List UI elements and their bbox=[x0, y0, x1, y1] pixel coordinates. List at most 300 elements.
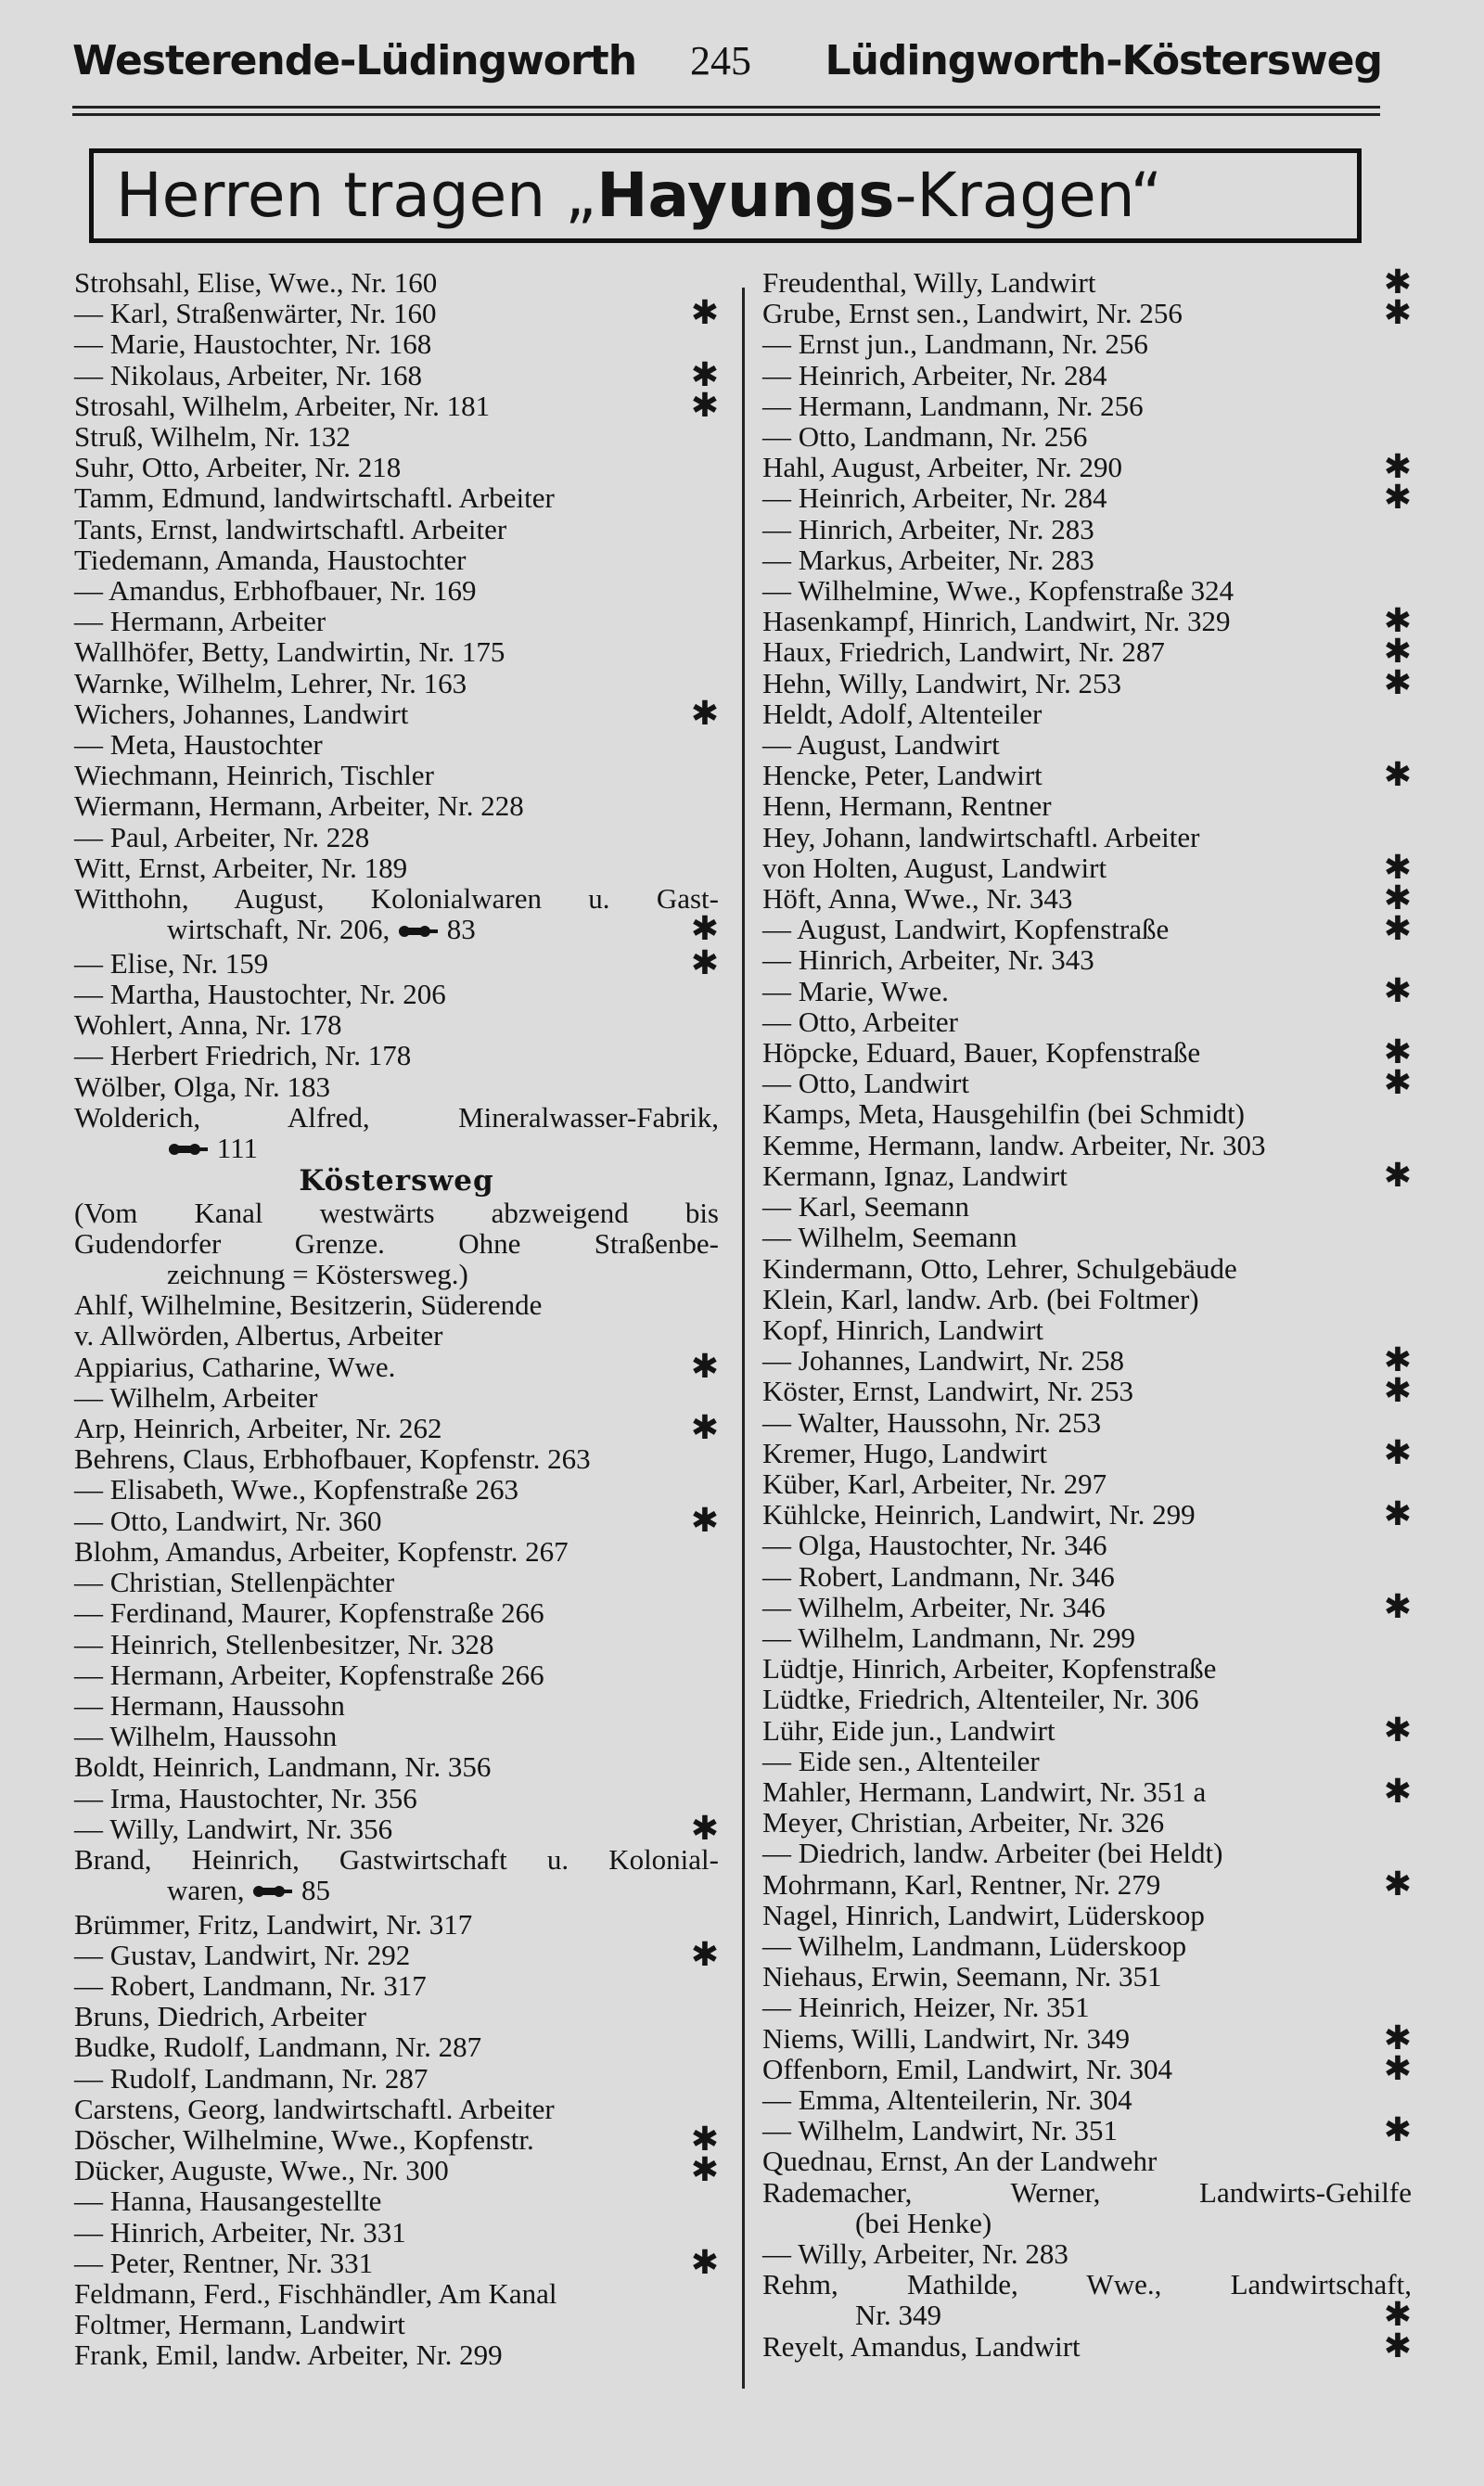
directory-entry bbox=[74, 1935, 719, 1973]
star-marker: ✱ bbox=[1383, 663, 1412, 701]
directory-entry bbox=[762, 575, 1412, 606]
entry-text: — Robert, Landmann, Nr. 346 bbox=[762, 1559, 1115, 1593]
telephone-icon bbox=[251, 1877, 294, 1908]
entry-text: Wohlert, Anna, Nr. 178 bbox=[74, 1008, 342, 1042]
entry-text: — Wilhelm, Haussohn bbox=[74, 1720, 338, 1753]
directory-entry bbox=[762, 1711, 1412, 1749]
entry-text: Arp, Heinrich, Arbeiter, Nr. 262 bbox=[74, 1412, 442, 1445]
telephone-number: 83 bbox=[439, 913, 476, 946]
directory-entry bbox=[74, 1567, 719, 1597]
directory-entry bbox=[762, 1622, 1412, 1653]
directory-entry bbox=[762, 879, 1412, 917]
entry-text: — Eide sen., Altenteiler bbox=[762, 1744, 1040, 1777]
star-marker: ✱ bbox=[1383, 448, 1412, 486]
directory-entry bbox=[762, 1284, 1412, 1314]
entry-text: — Otto, Landwirt bbox=[762, 1067, 969, 1100]
entry-text: Carstens, Georg, landwirtschaftl. Arbeiter bbox=[74, 2092, 555, 2125]
star-marker: ✱ bbox=[1383, 1341, 1412, 1379]
entry-text: Tants, Ernst, landwirtschaftl. Arbeiter bbox=[74, 512, 507, 545]
directory-entry bbox=[74, 822, 719, 852]
directory-entry bbox=[762, 2018, 1412, 2057]
entry-text: Freudenthal, Willy, Landwirt bbox=[762, 266, 1096, 299]
star-marker: ✱ bbox=[1383, 1372, 1412, 1410]
entry-text: — Hermann, Landmann, Nr. 256 bbox=[762, 389, 1144, 422]
directory-entry bbox=[74, 1970, 719, 2001]
entry-text: Budke, Rudolf, Landmann, Nr. 287 bbox=[74, 2031, 482, 2064]
directory-entry bbox=[762, 1098, 1412, 1129]
directory-entry bbox=[762, 1864, 1412, 1903]
entry-text: Rehm, Mathilde, Wwe., Landwirtschaft, bbox=[762, 2268, 1412, 2301]
directory-entry bbox=[762, 848, 1412, 886]
entry-text: Offenborn, Emil, Landwirt, Nr. 304 bbox=[762, 2052, 1172, 2085]
directory-entry bbox=[762, 663, 1412, 701]
directory-entry bbox=[762, 1684, 1412, 1714]
entry-text: Grube, Ernst sen., Landwirt, Nr. 256 bbox=[762, 297, 1183, 330]
directory-entry bbox=[762, 1900, 1412, 1930]
entry-text: Foltmer, Hermann, Landwirt bbox=[74, 2308, 405, 2341]
entry-text: — August, Landwirt, Kopfenstraße bbox=[762, 913, 1170, 946]
entry-text: — Olga, Haustochter, Nr. 346 bbox=[762, 1529, 1107, 1562]
entry-text: Reyelt, Amandus, Landwirt bbox=[762, 2329, 1081, 2363]
entry-text: — Wilhelm, Seemann bbox=[762, 1221, 1017, 1254]
star-marker: ✱ bbox=[1383, 633, 1412, 671]
entry-text: Nagel, Hinrich, Landwirt, Lüderskoop bbox=[762, 1898, 1205, 1931]
entry-text: — Willy, Landwirt, Nr. 356 bbox=[74, 1812, 393, 1845]
entry-text: Höpcke, Eduard, Bauer, Kopfenstraße bbox=[762, 1036, 1201, 1070]
directory-entry bbox=[74, 1783, 719, 1813]
directory-entry bbox=[74, 1501, 719, 1539]
entry-text: — Heinrich, Stellenbesitzer, Nr. 328 bbox=[74, 1627, 494, 1660]
entry-text: Haux, Friedrich, Landwirt, Nr. 287 bbox=[762, 635, 1165, 669]
directory-entry bbox=[762, 1372, 1412, 1410]
directory-entry bbox=[762, 2111, 1412, 2149]
entry-text: — Christian, Stellenpächter bbox=[74, 1566, 395, 1599]
entry-text: Quednau, Ernst, An der Landwehr bbox=[762, 2145, 1158, 2178]
directory-entry bbox=[762, 1191, 1412, 1222]
directory-entry bbox=[74, 1040, 719, 1070]
directory-entry bbox=[762, 971, 1412, 1009]
directory-entry bbox=[74, 2121, 719, 2159]
section-heading-text: Köstersweg bbox=[299, 1164, 494, 1198]
entry-text: — Ferdinand, Maurer, Kopfenstraße 266 bbox=[74, 1596, 544, 1630]
star-marker: ✱ bbox=[1383, 1064, 1412, 1102]
directory-entry bbox=[74, 2278, 719, 2309]
entry-text: Frank, Emil, landw. Arbeiter, Nr. 299 bbox=[74, 2339, 503, 2372]
entry-text: Bruns, Diedrich, Arbeiter bbox=[74, 2000, 367, 2033]
directory-entry bbox=[74, 452, 719, 482]
entry-text: Witt, Ernst, Arbeiter, Nr. 189 bbox=[74, 851, 408, 884]
entry-text: — Heinrich, Arbeiter, Nr. 284 bbox=[762, 481, 1107, 515]
directory-entry bbox=[74, 760, 719, 790]
star-marker: ✱ bbox=[690, 1409, 719, 1447]
directory-entry bbox=[74, 1659, 719, 1690]
directory-entry bbox=[762, 2208, 1412, 2238]
star-marker: ✱ bbox=[690, 386, 719, 424]
entry-text: Suhr, Otto, Arbeiter, Nr. 218 bbox=[74, 451, 402, 484]
directory-entry bbox=[74, 694, 719, 732]
entry-text: — Wilhelmine, Wwe., Kopfenstraße 324 bbox=[762, 574, 1235, 608]
entry-text: Kemme, Hermann, landw. Arbeiter, Nr. 303 bbox=[762, 1128, 1266, 1161]
star-marker: ✱ bbox=[1383, 263, 1412, 301]
header-right-street-range: Lüdingworth-Köstersweg bbox=[825, 37, 1382, 84]
directory-entry bbox=[74, 514, 719, 545]
directory-entry bbox=[74, 668, 719, 698]
directory-entry bbox=[762, 2146, 1412, 2176]
entry-text: — Karl, Seemann bbox=[762, 1190, 969, 1224]
star-marker: ✱ bbox=[690, 1809, 719, 1847]
entry-text: Gudendorfer Grenze. Ohne Straßenbe- bbox=[74, 1226, 719, 1260]
star-marker: ✱ bbox=[690, 1935, 719, 1973]
page-number: 245 bbox=[690, 38, 751, 83]
directory-entry bbox=[74, 1536, 719, 1567]
directory-entry bbox=[762, 822, 1412, 852]
directory-entry bbox=[74, 482, 719, 513]
entry-text: Niehaus, Erwin, Seemann, Nr. 351 bbox=[762, 1960, 1162, 1993]
section-heading bbox=[74, 1166, 719, 1197]
entry-text: — Elisabeth, Wwe., Kopfenstraße 263 bbox=[74, 1473, 518, 1506]
directory-entry bbox=[762, 756, 1412, 794]
directory-entry bbox=[762, 2177, 1412, 2208]
entry-text: Ahlf, Wilhelmine, Besitzerin, Süderende bbox=[74, 1288, 543, 1322]
star-marker: ✱ bbox=[1383, 756, 1412, 794]
directory-entry bbox=[74, 2339, 719, 2370]
entry-text: Brand, Heinrich, Gastwirtschaft u. Kolonial- bbox=[74, 1842, 719, 1876]
star-marker: ✱ bbox=[690, 2243, 719, 2281]
entry-text: — Martha, Haustochter, Nr. 206 bbox=[74, 977, 446, 1010]
page-header bbox=[0, 37, 1484, 93]
directory-entry bbox=[74, 1597, 719, 1628]
directory-entry bbox=[762, 1433, 1412, 1471]
directory-entry bbox=[762, 479, 1412, 517]
entry-text: Nr. 349 bbox=[855, 2299, 941, 2332]
directory-entry bbox=[74, 2031, 719, 2062]
entry-text: — Walter, Haussohn, Nr. 253 bbox=[762, 1405, 1102, 1439]
entry-text: Kühlcke, Heinrich, Landwirt, Nr. 299 bbox=[762, 1498, 1196, 1531]
directory-entry bbox=[74, 1909, 719, 1940]
entry-text: — Willy, Arbeiter, Nr. 283 bbox=[762, 2237, 1068, 2270]
entry-text: Lüdtje, Hinrich, Arbeiter, Kopfenstraße bbox=[762, 1652, 1217, 1685]
star-marker: ✱ bbox=[1383, 2296, 1412, 2334]
directory-entry bbox=[762, 1772, 1412, 1810]
directory-entry bbox=[74, 1751, 719, 1782]
directory-entry bbox=[74, 1382, 719, 1413]
entry-text: — Hinrich, Arbeiter, Nr. 343 bbox=[762, 943, 1094, 977]
entry-text: — Wilhelm, Landwirt, Nr. 351 bbox=[762, 2114, 1119, 2147]
header-rule-top bbox=[72, 106, 1380, 109]
entry-text: — August, Landwirt bbox=[762, 728, 1000, 762]
directory-entry bbox=[762, 1156, 1412, 1194]
directory-entry bbox=[74, 883, 719, 914]
entry-text: Wölber, Olga, Nr. 183 bbox=[74, 1070, 330, 1103]
directory-entry bbox=[762, 1407, 1412, 1438]
star-marker: ✱ bbox=[1383, 1864, 1412, 1903]
entry-text: — Rudolf, Landmann, Nr. 287 bbox=[74, 2061, 429, 2095]
entry-text: Hencke, Peter, Landwirt bbox=[762, 759, 1043, 792]
directory-entry bbox=[762, 602, 1412, 640]
star-marker: ✱ bbox=[1383, 910, 1412, 948]
directory-entry bbox=[74, 910, 719, 948]
star-marker: ✱ bbox=[690, 910, 719, 948]
entry-text: (bei Henke) bbox=[855, 2206, 992, 2239]
directory-entry bbox=[74, 606, 719, 636]
star-marker: ✱ bbox=[1383, 1772, 1412, 1810]
directory-entry bbox=[762, 448, 1412, 486]
star-marker: ✱ bbox=[1383, 848, 1412, 886]
entry-text: Strosahl, Wilhelm, Arbeiter, Nr. 181 bbox=[74, 389, 491, 422]
directory-entry bbox=[74, 2185, 719, 2216]
star-marker: ✱ bbox=[690, 2121, 719, 2159]
entry-text: (Vom Kanal westwärts abzweigend bis bbox=[74, 1196, 719, 1229]
entry-text: — Marie, Wwe. bbox=[762, 974, 949, 1007]
directory-entry bbox=[762, 1222, 1412, 1252]
star-marker: ✱ bbox=[1383, 1033, 1412, 1071]
entry-text: — Heinrich, Heizer, Nr. 351 bbox=[762, 1991, 1090, 2024]
entry-text: — Peter, Rentner, Nr. 331 bbox=[74, 2246, 374, 2279]
directory-entry bbox=[74, 1228, 719, 1259]
column-divider bbox=[742, 288, 745, 2389]
star-marker: ✱ bbox=[1383, 1587, 1412, 1625]
entry-text: Mohrmann, Karl, Rentner, Nr. 279 bbox=[762, 1867, 1161, 1901]
directory-entry bbox=[74, 729, 719, 760]
star-marker: ✱ bbox=[690, 355, 719, 393]
entry-text: Wiechmann, Heinrich, Tischler bbox=[74, 759, 434, 792]
star-marker: ✱ bbox=[1383, 1156, 1412, 1194]
entry-text: Boldt, Heinrich, Landmann, Nr. 356 bbox=[74, 1750, 492, 1784]
directory-entry bbox=[74, 1259, 719, 1289]
directory-entry bbox=[762, 1468, 1412, 1499]
star-marker: ✱ bbox=[1383, 2111, 1412, 2149]
entry-text: — Meta, Haustochter bbox=[74, 728, 323, 762]
entry-text: — Hermann, Arbeiter bbox=[74, 605, 326, 638]
directory-entry bbox=[762, 1006, 1412, 1037]
entry-text: — Wilhelm, Arbeiter, Nr. 346 bbox=[762, 1590, 1106, 1623]
directory-entry bbox=[74, 1443, 719, 1474]
telephone-icon bbox=[167, 1135, 210, 1166]
directory-entry bbox=[762, 1253, 1412, 1284]
entry-text: Hasenkampf, Hinrich, Landwirt, Nr. 329 bbox=[762, 605, 1231, 638]
entry-text: — Hermann, Haussohn bbox=[74, 1688, 345, 1722]
directory-entry bbox=[74, 2063, 719, 2094]
star-marker: ✱ bbox=[690, 943, 719, 981]
entry-text: Meyer, Christian, Arbeiter, Nr. 326 bbox=[762, 1806, 1165, 1839]
right-column bbox=[762, 263, 1412, 2364]
directory-entry bbox=[74, 1409, 719, 1447]
entry-text: — Wilhelm, Landmann, Nr. 299 bbox=[762, 1621, 1135, 1654]
directory-entry bbox=[762, 514, 1412, 545]
star-marker: ✱ bbox=[1383, 879, 1412, 917]
entry-text: Kindermann, Otto, Lehrer, Schulgebäude bbox=[762, 1251, 1237, 1285]
left-column bbox=[74, 267, 719, 2371]
entry-text: Tiedemann, Amanda, Haustochter bbox=[74, 543, 467, 576]
entry-text: Appiarius, Catharine, Wwe. bbox=[74, 1350, 396, 1383]
entry-text: — Nikolaus, Arbeiter, Nr. 168 bbox=[74, 358, 423, 391]
entry-text: — Heinrich, Arbeiter, Nr. 284 bbox=[762, 358, 1107, 391]
entry-text: Kopf, Hinrich, Landwirt bbox=[762, 1313, 1044, 1346]
entry-text: — Markus, Arbeiter, Nr. 283 bbox=[762, 543, 1094, 576]
star-marker: ✱ bbox=[1383, 294, 1412, 332]
entry-text: — Paul, Arbeiter, Nr. 228 bbox=[74, 820, 370, 853]
directory-entry bbox=[74, 2309, 719, 2339]
entry-text: — Elise, Nr. 159 bbox=[74, 946, 269, 980]
directory-entry bbox=[74, 1009, 719, 1040]
directory-entry bbox=[762, 1530, 1412, 1560]
entry-text: Behrens, Claus, Erbhofbauer, Kopfenstr. 263 bbox=[74, 1442, 591, 1476]
entry-text: Klein, Karl, landw. Arb. (bei Foltmer) bbox=[762, 1282, 1199, 1315]
directory-entry bbox=[762, 633, 1412, 671]
entry-text: Wolderich, Alfred, Mineralwasser-Fabrik, bbox=[74, 1100, 719, 1134]
entry-text: Wallhöfer, Betty, Landwirtin, Nr. 175 bbox=[74, 635, 505, 669]
entry-text: Niems, Willi, Landwirt, Nr. 349 bbox=[762, 2021, 1130, 2055]
entry-text: — Otto, Arbeiter bbox=[762, 1005, 958, 1038]
entry-text: Rademacher, Werner, Landwirts-Gehilfe bbox=[762, 2175, 1412, 2209]
entry-text: — Amandus, Erbhofbauer, Nr. 169 bbox=[74, 574, 477, 608]
advertisement-brand: Hayungs bbox=[596, 160, 895, 231]
entry-text: Höft, Anna, Wwe., Nr. 343 bbox=[762, 882, 1073, 916]
directory-entry bbox=[762, 1930, 1412, 1961]
directory-entry bbox=[762, 1653, 1412, 1684]
directory-entry bbox=[762, 1992, 1412, 2022]
entry-text: — Otto, Landwirt, Nr. 360 bbox=[74, 1504, 382, 1537]
star-marker: ✱ bbox=[690, 1347, 719, 1385]
directory-entry bbox=[74, 852, 719, 883]
directory-entry bbox=[762, 1314, 1412, 1345]
entry-text: Brümmer, Fritz, Landwirt, Nr. 317 bbox=[74, 1907, 473, 1941]
directory-entry bbox=[74, 545, 719, 575]
directory-entry bbox=[762, 2049, 1412, 2087]
directory-entry bbox=[74, 979, 719, 1009]
directory-entry bbox=[74, 636, 719, 667]
entry-text: waren, bbox=[167, 1874, 245, 1907]
entry-text: — Wilhelm, Arbeiter bbox=[74, 1380, 318, 1414]
directory-entry bbox=[74, 2094, 719, 2124]
entry-text: Warnke, Wilhelm, Lehrer, Nr. 163 bbox=[74, 666, 467, 699]
directory-entry bbox=[762, 1130, 1412, 1160]
star-marker: ✱ bbox=[690, 694, 719, 732]
entry-text: — Wilhelm, Landmann, Lüderskoop bbox=[762, 1929, 1187, 1962]
directory-entry bbox=[74, 1844, 719, 1875]
entry-text: — Johannes, Landwirt, Nr. 258 bbox=[762, 1344, 1125, 1378]
entry-text: wirtschaft, Nr. 206, bbox=[167, 913, 390, 946]
directory-entry bbox=[762, 421, 1412, 452]
directory-entry bbox=[762, 1033, 1412, 1071]
star-marker: ✱ bbox=[690, 294, 719, 332]
entry-text: Kremer, Hugo, Landwirt bbox=[762, 1436, 1047, 1469]
star-marker: ✱ bbox=[1383, 1495, 1412, 1533]
directory-entry bbox=[762, 328, 1412, 359]
directory-entry bbox=[74, 790, 719, 821]
directory-entry bbox=[762, 294, 1412, 332]
star-marker: ✱ bbox=[690, 2151, 719, 2189]
directory-entry bbox=[74, 1102, 719, 1133]
entry-text: — Otto, Landmann, Nr. 256 bbox=[762, 420, 1088, 454]
star-marker: ✱ bbox=[1383, 2018, 1412, 2057]
directory-entry bbox=[74, 943, 719, 981]
directory-entry bbox=[74, 1198, 719, 1228]
entry-text: Wichers, Johannes, Landwirt bbox=[74, 697, 409, 730]
directory-entry bbox=[762, 2269, 1412, 2300]
advertisement-text-pre: Herren tragen „ bbox=[116, 160, 597, 231]
entry-text: — Karl, Straßenwärter, Nr. 160 bbox=[74, 297, 437, 330]
entry-text: Kamps, Meta, Hausgehilfin (bei Schmidt) bbox=[762, 1097, 1246, 1131]
directory-entry bbox=[762, 1961, 1412, 1992]
directory-entry bbox=[74, 1289, 719, 1320]
advertisement-box bbox=[89, 148, 1362, 243]
directory-entry bbox=[74, 1347, 719, 1385]
directory-entry bbox=[762, 391, 1412, 421]
telephone-number: 85 bbox=[294, 1874, 330, 1907]
directory-entry bbox=[74, 294, 719, 332]
directory-entry bbox=[762, 729, 1412, 760]
star-marker: ✱ bbox=[1383, 2326, 1412, 2364]
directory-entry bbox=[762, 1064, 1412, 1102]
directory-entry bbox=[74, 1809, 719, 1847]
entry-text: — Robert, Landmann, Nr. 317 bbox=[74, 1969, 427, 2003]
directory-entry bbox=[74, 1474, 719, 1505]
directory-entry bbox=[762, 1807, 1412, 1838]
directory-entry bbox=[74, 386, 719, 424]
star-marker: ✱ bbox=[1383, 1711, 1412, 1749]
directory-entry bbox=[74, 1721, 719, 1751]
entry-text: Wiermann, Hermann, Arbeiter, Nr. 228 bbox=[74, 789, 524, 823]
entry-text: Hahl, August, Arbeiter, Nr. 290 bbox=[762, 451, 1122, 484]
advertisement-text-post: -Kragen“ bbox=[894, 160, 1162, 231]
directory-entry bbox=[74, 1629, 719, 1659]
entry-text: — Gustav, Landwirt, Nr. 292 bbox=[74, 1938, 411, 1971]
entry-text: — Hinrich, Arbeiter, Nr. 331 bbox=[74, 2215, 406, 2249]
entry-text: v. Allwörden, Albertus, Arbeiter bbox=[74, 1319, 443, 1352]
star-marker: ✱ bbox=[1383, 2049, 1412, 2087]
star-marker: ✱ bbox=[690, 1501, 719, 1539]
directory-entry bbox=[74, 355, 719, 393]
directory-entry bbox=[74, 421, 719, 452]
directory-entry bbox=[762, 263, 1412, 301]
entry-text: Döscher, Wilhelmine, Wwe., Kopfenstr. bbox=[74, 2123, 534, 2157]
entry-text: Hehn, Willy, Landwirt, Nr. 253 bbox=[762, 666, 1122, 699]
directory-entry bbox=[74, 1320, 719, 1351]
directory-entry bbox=[762, 360, 1412, 391]
star-marker: ✱ bbox=[1383, 602, 1412, 640]
entry-text: Tamm, Edmund, landwirtschaftl. Arbeiter bbox=[74, 481, 555, 515]
directory-entry bbox=[762, 2238, 1412, 2269]
entry-text: Struß, Wilhelm, Nr. 132 bbox=[74, 420, 351, 454]
entry-text: Hey, Johann, landwirtschaftl. Arbeiter bbox=[762, 820, 1200, 853]
directory-entry bbox=[74, 2217, 719, 2248]
directory-entry bbox=[762, 2326, 1412, 2364]
star-marker: ✱ bbox=[1383, 479, 1412, 517]
entry-text: — Irma, Haustochter, Nr. 356 bbox=[74, 1781, 417, 1814]
entry-text: — Ernst jun., Landmann, Nr. 256 bbox=[762, 327, 1148, 361]
directory-entry bbox=[74, 1071, 719, 1102]
directory-entry bbox=[74, 1875, 719, 1908]
entry-text: — Diedrich, landw. Arbeiter (bei Heldt) bbox=[762, 1837, 1223, 1870]
entry-text: Henn, Hermann, Rentner bbox=[762, 789, 1052, 823]
entry-text: Dücker, Auguste, Wwe., Nr. 300 bbox=[74, 2154, 449, 2187]
entry-text: — Marie, Haustochter, Nr. 168 bbox=[74, 327, 432, 361]
entry-text: — Emma, Altenteilerin, Nr. 304 bbox=[762, 2082, 1132, 2116]
directory-entry bbox=[762, 545, 1412, 575]
directory-entry bbox=[74, 2001, 719, 2031]
entry-text: Strohsahl, Elise, Wwe., Nr. 160 bbox=[74, 266, 438, 299]
entry-text: von Holten, August, Landwirt bbox=[762, 851, 1107, 884]
entry-text: Köster, Ernst, Landwirt, Nr. 253 bbox=[762, 1375, 1133, 1408]
directory-entry bbox=[74, 2151, 719, 2189]
entry-text: Feldmann, Ferd., Fischhändler, Am Kanal bbox=[74, 2277, 557, 2311]
directory-entry bbox=[74, 2243, 719, 2281]
directory-entry bbox=[762, 1746, 1412, 1776]
entry-text: Witthohn, August, Kolonialwaren u. Gast- bbox=[74, 882, 719, 916]
star-marker: ✱ bbox=[1383, 1433, 1412, 1471]
entry-text: Kermann, Ignaz, Landwirt bbox=[762, 1159, 1068, 1192]
